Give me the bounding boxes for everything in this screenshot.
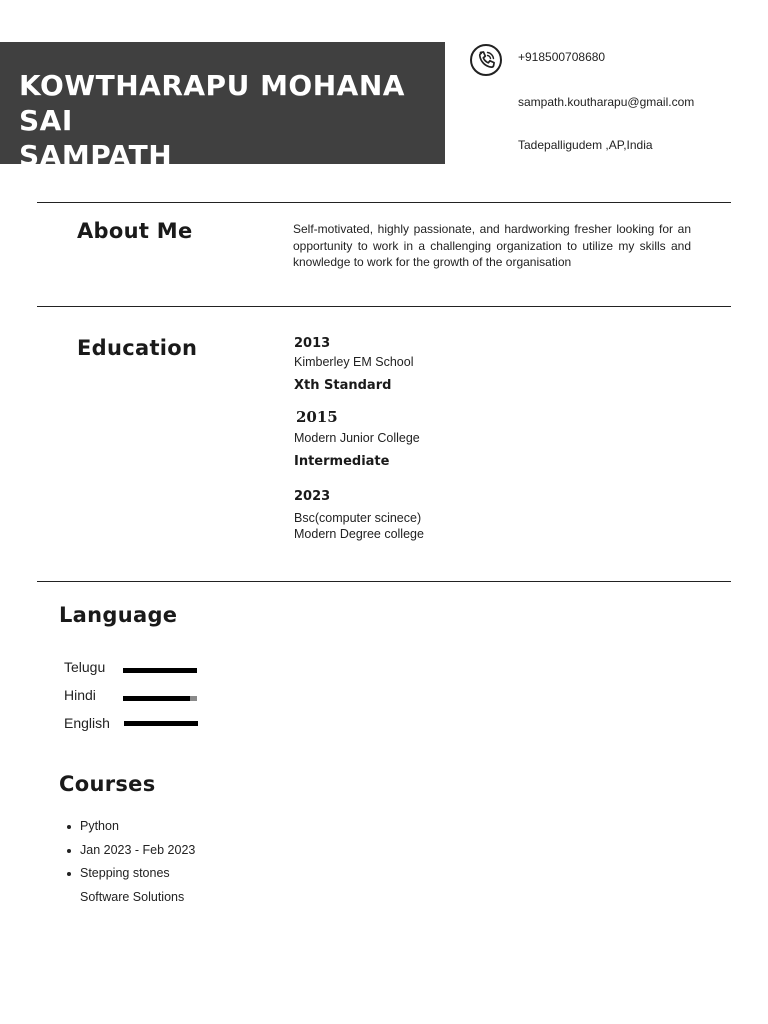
language-level-fill bbox=[124, 721, 198, 726]
course-item: Software Solutions bbox=[80, 889, 185, 904]
education-year: 2023 bbox=[294, 489, 331, 504]
language-level-bar bbox=[123, 696, 197, 701]
divider-about bbox=[37, 306, 731, 307]
phone-icon bbox=[469, 43, 503, 77]
email-address: sampath.koutharapu@gmail.com bbox=[518, 95, 695, 109]
education-degree: Intermediate bbox=[294, 454, 390, 469]
course-item: Stepping stones bbox=[80, 862, 195, 886]
candidate-name bbox=[19, 68, 439, 173]
divider-education bbox=[37, 581, 731, 582]
course-item: Python bbox=[80, 815, 195, 839]
about-text: Self-motivated, highly passionate, and hardworking fresher looking for an opportunity to work in a challenging organization to utilize my skills and knowledge to work for the growth of the organisation bbox=[293, 222, 691, 269]
language-level-bar bbox=[124, 721, 198, 726]
education-school: Kimberley EM School bbox=[294, 355, 414, 369]
education-course: Bsc(computer scinece) bbox=[294, 511, 422, 525]
name-line-1: KOWTHARAPU MOHANA SAI bbox=[19, 69, 405, 137]
education-degree: Xth Standard bbox=[294, 378, 392, 393]
language-level-bar bbox=[123, 668, 197, 673]
phone-number: +918500708680 bbox=[518, 50, 606, 64]
about-title: About Me bbox=[77, 219, 193, 243]
education-year: 2013 bbox=[294, 336, 331, 351]
courses-list bbox=[80, 815, 195, 909]
education-title: Education bbox=[77, 336, 198, 360]
course-item: Jan 2023 - Feb 2023 bbox=[80, 839, 195, 863]
education-school: Modern Degree college bbox=[294, 527, 424, 541]
name-banner bbox=[0, 42, 445, 172]
language-label: English bbox=[64, 715, 110, 731]
language-title: Language bbox=[59, 603, 178, 627]
language-level-fill bbox=[123, 696, 190, 701]
language-label: Telugu bbox=[64, 659, 106, 675]
address: Tadepalligudem ,AP,India bbox=[518, 138, 653, 152]
courses-title: Courses bbox=[59, 772, 156, 796]
divider-top bbox=[37, 202, 731, 203]
education-school: Modern Junior College bbox=[294, 431, 420, 445]
language-level-fill bbox=[123, 668, 197, 673]
language-label: Hindi bbox=[64, 687, 96, 703]
education-year: 2015 bbox=[296, 408, 338, 426]
name-line-2: SAMPATH bbox=[19, 139, 173, 172]
